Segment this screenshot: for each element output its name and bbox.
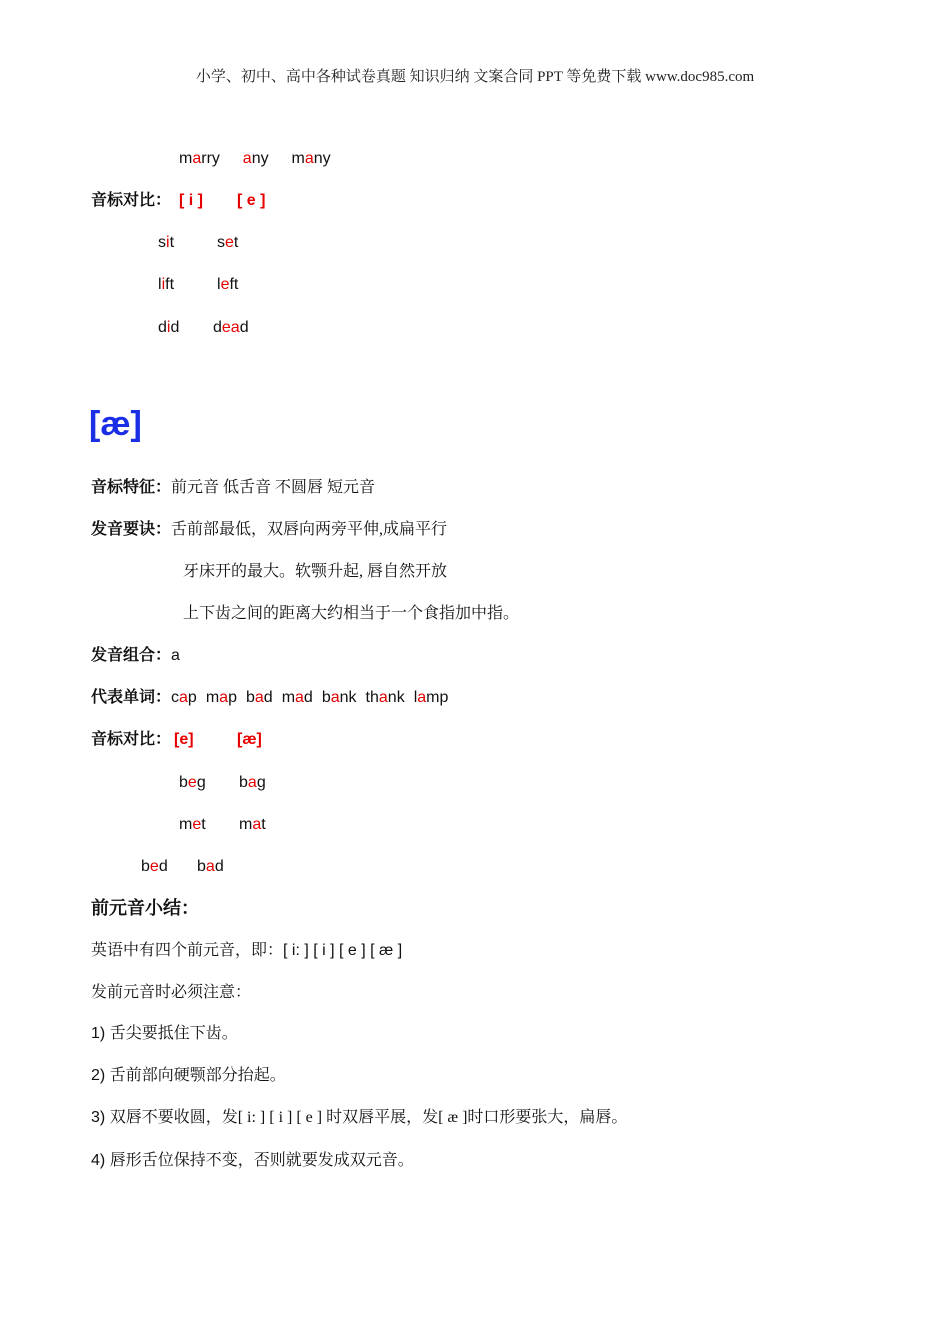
word-letters: d <box>303 689 313 706</box>
word-letters: d <box>213 319 222 336</box>
compare-word <box>197 857 224 877</box>
word-letters: p <box>187 689 197 706</box>
word <box>282 689 313 706</box>
tips-text: 牙床开的最大。软颚升起, 唇自然开放 <box>183 563 448 580</box>
word-letters: nk <box>387 689 405 706</box>
word-letters: d <box>263 689 273 706</box>
word-letters: t <box>261 816 266 833</box>
word-letters: g <box>196 774 206 791</box>
compare-word <box>158 318 179 338</box>
word-letters: b <box>141 858 150 875</box>
word-letters: ft <box>229 276 239 293</box>
compare-word <box>179 815 206 835</box>
word-letters: th <box>365 689 379 706</box>
word-letters: g <box>256 774 266 791</box>
word-letters: l <box>413 689 418 706</box>
summary-item-text: 舌前部向硬颚部分抬起。 <box>109 1067 286 1084</box>
summary-item-num: 2) <box>91 1067 106 1084</box>
highlighted-letters: a <box>219 689 229 706</box>
word-letters: b <box>239 774 248 791</box>
word <box>179 150 220 167</box>
compare-symbol: [ i ] <box>179 192 203 209</box>
highlighted-letters: a <box>417 689 427 706</box>
word <box>322 689 357 706</box>
highlighted-letters: i <box>166 319 171 336</box>
word-letters: m <box>179 150 193 167</box>
summary-intro-text: 英语中有四个前元音，即： <box>91 942 284 959</box>
word <box>206 689 237 706</box>
highlighted-letters: e <box>192 816 202 833</box>
word-letters: b <box>179 774 188 791</box>
word-letters: ft <box>165 276 175 293</box>
word <box>171 689 197 706</box>
word-letters: m <box>179 816 193 833</box>
word-letters: s <box>158 234 166 251</box>
summary-item-text: 唇形舌位保持不变，否则就要发成双元音。 <box>109 1152 414 1169</box>
compare-symbol: [e] <box>174 731 194 748</box>
word-letters: m <box>291 150 305 167</box>
highlighted-letters: a <box>242 150 252 167</box>
highlighted-letters: e <box>225 234 234 251</box>
highlighted-letters: ea <box>221 319 240 336</box>
word-letters: t <box>201 816 206 833</box>
highlighted-letters: a <box>295 689 304 706</box>
word-list <box>171 689 448 706</box>
highlighted-letters: e <box>187 774 197 791</box>
word <box>246 689 273 706</box>
word-letters: ny <box>313 150 331 167</box>
word-letters: s <box>217 234 225 251</box>
summary-item-text: 双唇不要收圆，发[ i: ] [ i ] [ e ] 时双唇平展，发[ æ ]时口形要张大，扁唇。 <box>109 1109 628 1126</box>
highlighted-letters: a <box>247 774 257 791</box>
word-letters: ny <box>251 150 269 167</box>
highlighted-letters: a <box>378 689 388 706</box>
combo-row <box>91 646 180 666</box>
compare-word <box>239 773 266 793</box>
highlighted-letters: e <box>149 858 159 875</box>
features-text: 前元音 低舌音 不圆唇 短元音 <box>171 479 376 496</box>
word-letters: m <box>239 816 253 833</box>
highlighted-letters: a <box>330 689 340 706</box>
highlighted-letters: a <box>252 816 262 833</box>
compare-symbol: [æ] <box>237 731 262 748</box>
summary-item-num: 1) <box>91 1025 106 1042</box>
page-header: 小学、初中、高中各种试卷真题 知识归纳 文案合同 PPT 等免费下载 www.doc985.com <box>195 69 755 85</box>
highlighted-letters: a <box>179 689 188 706</box>
word-letters: mp <box>426 689 449 706</box>
features-label: 音标特征： <box>91 479 172 496</box>
word-letters: b <box>321 689 331 706</box>
word-letters: d <box>158 319 167 336</box>
summary-item <box>91 1066 286 1086</box>
summary-item <box>91 1151 414 1171</box>
word-letters: m <box>205 689 220 706</box>
summary-notice: 发前元音时必须注意： <box>91 984 252 1001</box>
words-row <box>91 688 448 708</box>
highlighted-letters: i <box>161 276 166 293</box>
word <box>366 689 405 706</box>
word-letters: l <box>158 276 162 293</box>
word <box>292 150 331 167</box>
tips-row <box>91 520 447 540</box>
compare-word <box>158 233 174 253</box>
word-letters: l <box>217 276 221 293</box>
highlighted-letters: i <box>166 234 170 251</box>
words-label: 代表单词： <box>91 689 172 706</box>
tips-label: 发音要诀： <box>91 521 172 538</box>
compare-word <box>179 773 206 793</box>
compare-word <box>217 233 238 253</box>
compare-word <box>217 275 238 295</box>
word-letters: d <box>239 319 249 336</box>
word-letters: t <box>233 234 239 251</box>
summary-item <box>91 1108 627 1128</box>
highlighted-letters: e <box>220 276 230 293</box>
word-letters: c <box>171 689 180 706</box>
word-letters: p <box>228 689 237 706</box>
tips-text: 舌前部最低，双唇向两旁平伸,成扁平行 <box>171 521 448 538</box>
compare-symbol: [ e ] <box>237 192 266 209</box>
word-letters: nk <box>339 689 357 706</box>
word-letters: d <box>170 319 180 336</box>
summary-item <box>91 1024 238 1044</box>
summary-intro <box>91 941 402 961</box>
summary-title: 前元音小结： <box>91 898 199 918</box>
compare-word <box>213 318 249 338</box>
word <box>414 689 449 706</box>
summary-item-num: 4) <box>91 1152 106 1169</box>
summary-intro-symbols: [ i: ] [ i ] [ e ] [ æ ] <box>283 942 403 959</box>
highlighted-letters: a <box>254 689 264 706</box>
top-word-row <box>179 149 331 169</box>
compare-label: 音标对比： <box>91 731 172 748</box>
word-letters: d <box>158 858 168 875</box>
summary-item-text: 舌尖要抵住下齿。 <box>109 1025 238 1042</box>
highlighted-letters: a <box>192 150 202 167</box>
highlighted-letters: a <box>205 858 215 875</box>
word-letters: t <box>169 234 175 251</box>
compare-label: 音标对比： <box>91 192 172 209</box>
word-letters: b <box>245 689 255 706</box>
features-row <box>91 478 375 498</box>
compare-word <box>158 275 174 295</box>
highlighted-letters: a <box>304 150 314 167</box>
word-letters: d <box>214 858 224 875</box>
compare-word <box>239 815 266 835</box>
word-letters: rry <box>201 150 220 167</box>
word <box>243 150 269 167</box>
tips-text: 上下齿之间的距离大约相当于一个食指加中指。 <box>183 605 520 622</box>
combo-label: 发音组合： <box>91 647 172 664</box>
word-letters: m <box>281 689 296 706</box>
word-letters: b <box>197 858 206 875</box>
phonetic-heading: [æ] <box>89 405 142 443</box>
summary-item-num: 3) <box>91 1109 106 1126</box>
compare-word <box>141 857 168 877</box>
combo-value: a <box>171 647 180 664</box>
